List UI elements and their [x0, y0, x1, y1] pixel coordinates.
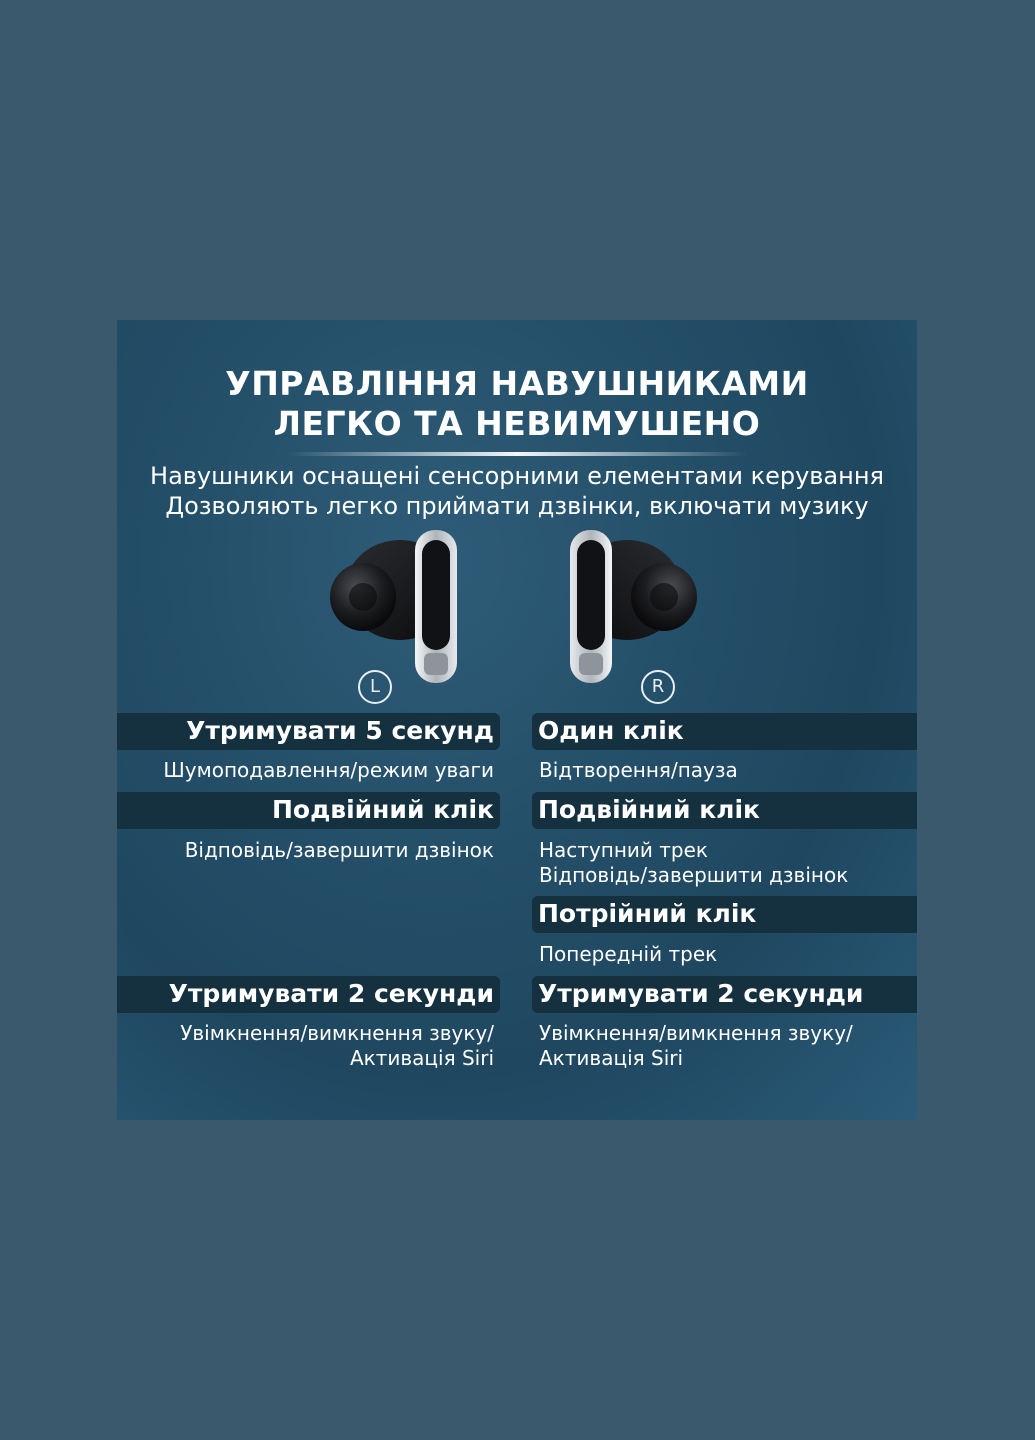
product-card — [117, 320, 917, 1120]
subtitle-line-2: Дозволяють легко приймати дзвінки, включати музику — [165, 492, 869, 520]
right-gesture-single-click: Один клік — [532, 713, 917, 750]
right-action-next-call: Наступний трек Відповідь/завершити дзвінок — [539, 838, 849, 887]
left-gesture-double-click: Подвійний клік — [117, 792, 500, 829]
left-action-noise-cancel: Шумоподавлення/режим уваги — [163, 758, 494, 782]
left-earbud-label: L — [358, 670, 392, 704]
right-gesture-hold-2s: Утримувати 2 секунди — [532, 976, 917, 1013]
right-action-play-pause: Відтворення/пауза — [539, 758, 738, 782]
left-gesture-hold-2s: Утримувати 2 секунди — [117, 976, 500, 1013]
headline-line-1: УПРАВЛІННЯ НАВУШНИКАМИ — [225, 364, 809, 403]
right-gesture-triple-click: Потрійний клік — [532, 896, 917, 933]
subtitle-line-1: Навушники оснащені сенсорними елементами керування — [150, 462, 884, 490]
right-action-mute-siri: Увімкнення/вимкнення звуку/ Активація Siri — [539, 1021, 853, 1070]
left-gesture-hold-5s: Утримувати 5 секунд — [117, 713, 500, 750]
right-gesture-double-click: Подвійний клік — [532, 792, 917, 829]
left-earbud-image — [325, 525, 465, 690]
right-earbud-image — [562, 525, 702, 690]
right-action-previous: Попередній трек — [539, 942, 718, 966]
left-action-call: Відповідь/завершити дзвінок — [184, 838, 494, 862]
title-divider — [287, 452, 747, 456]
headline-line-2: ЛЕГКО ТА НЕВИМУШЕНО — [273, 404, 761, 443]
left-action-mute-siri: Увімкнення/вимкнення звуку/ Активація Siri — [180, 1021, 494, 1070]
right-earbud-label: R — [641, 670, 675, 704]
